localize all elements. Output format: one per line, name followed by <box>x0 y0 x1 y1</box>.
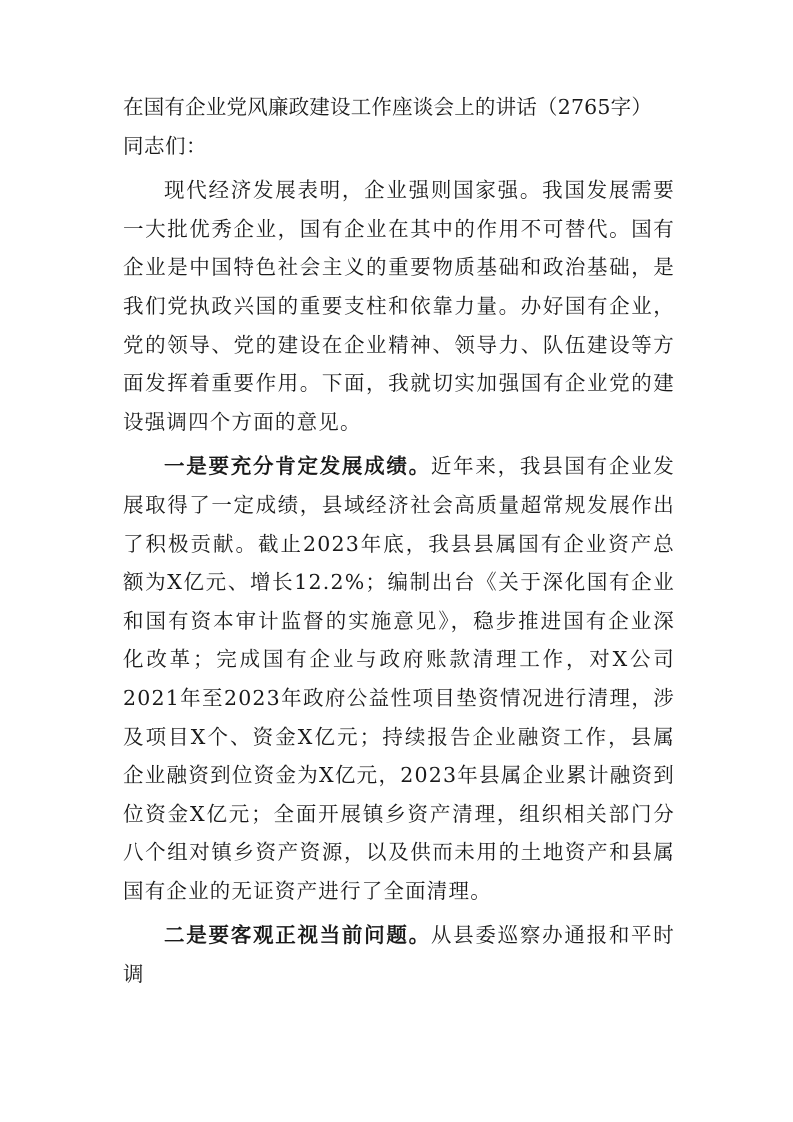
speech-title: 在国有企业党风廉政建设工作座谈会上的讲话（2765字） <box>123 95 653 119</box>
paragraph-problems <box>123 916 675 993</box>
salutation: 同志们： <box>123 133 207 158</box>
paragraph-lead: 一是要充分肯定发展成绩。 <box>164 454 431 479</box>
paragraph-intro <box>123 171 675 441</box>
paragraph-body: 现代经济发展表明，企业强则国家强。我国发展需要一大批优秀企业，国有企业在其中的作用不可替代。国有企业是中国特色社会主义的重要物质基础和政治基础，是我们党执政兴国的重要支柱和依靠力量。办好国有企业，党的领导、党的建设在企业精神、领导力、队伍建设等方面发挥着重要作用。下面，我就切实加强国有企业党的建设强调四个方面的意见。 <box>123 178 675 434</box>
paragraph-body: 近年来，我县国有企业发展取得了一定成绩，县域经济社会高质量超常规发展作出了积极贡献。截止2023年底，我县县属国有企业资产总额为X亿元、增长12.2%；编制出台《关于深化国有企业和国有资本审计监督的实施意见》，稳步推进国有企业深化改革；完成国有企业与政府账款清理工作，对X公司2021年至2023年政府公益性项目垫资情况进行清理，涉及项目X个、资金X亿元；持续报告企业融资工作，县属企业融资到位资金为X亿元，2023年县属企业累计融资到位资金X亿元；全面开展镇乡资产清理，组织相关部门分八个组对镇乡资产资源，以及供而未用的土地资产和县属国有企业的无证资产进行了全面清理。 <box>123 454 675 903</box>
paragraph-lead: 二是要客观正视当前问题。 <box>164 923 431 948</box>
document-body <box>123 88 675 994</box>
paragraph-achievements <box>123 447 675 910</box>
paragraph-body: 从县委巡察办通报和平时调 <box>123 923 675 987</box>
